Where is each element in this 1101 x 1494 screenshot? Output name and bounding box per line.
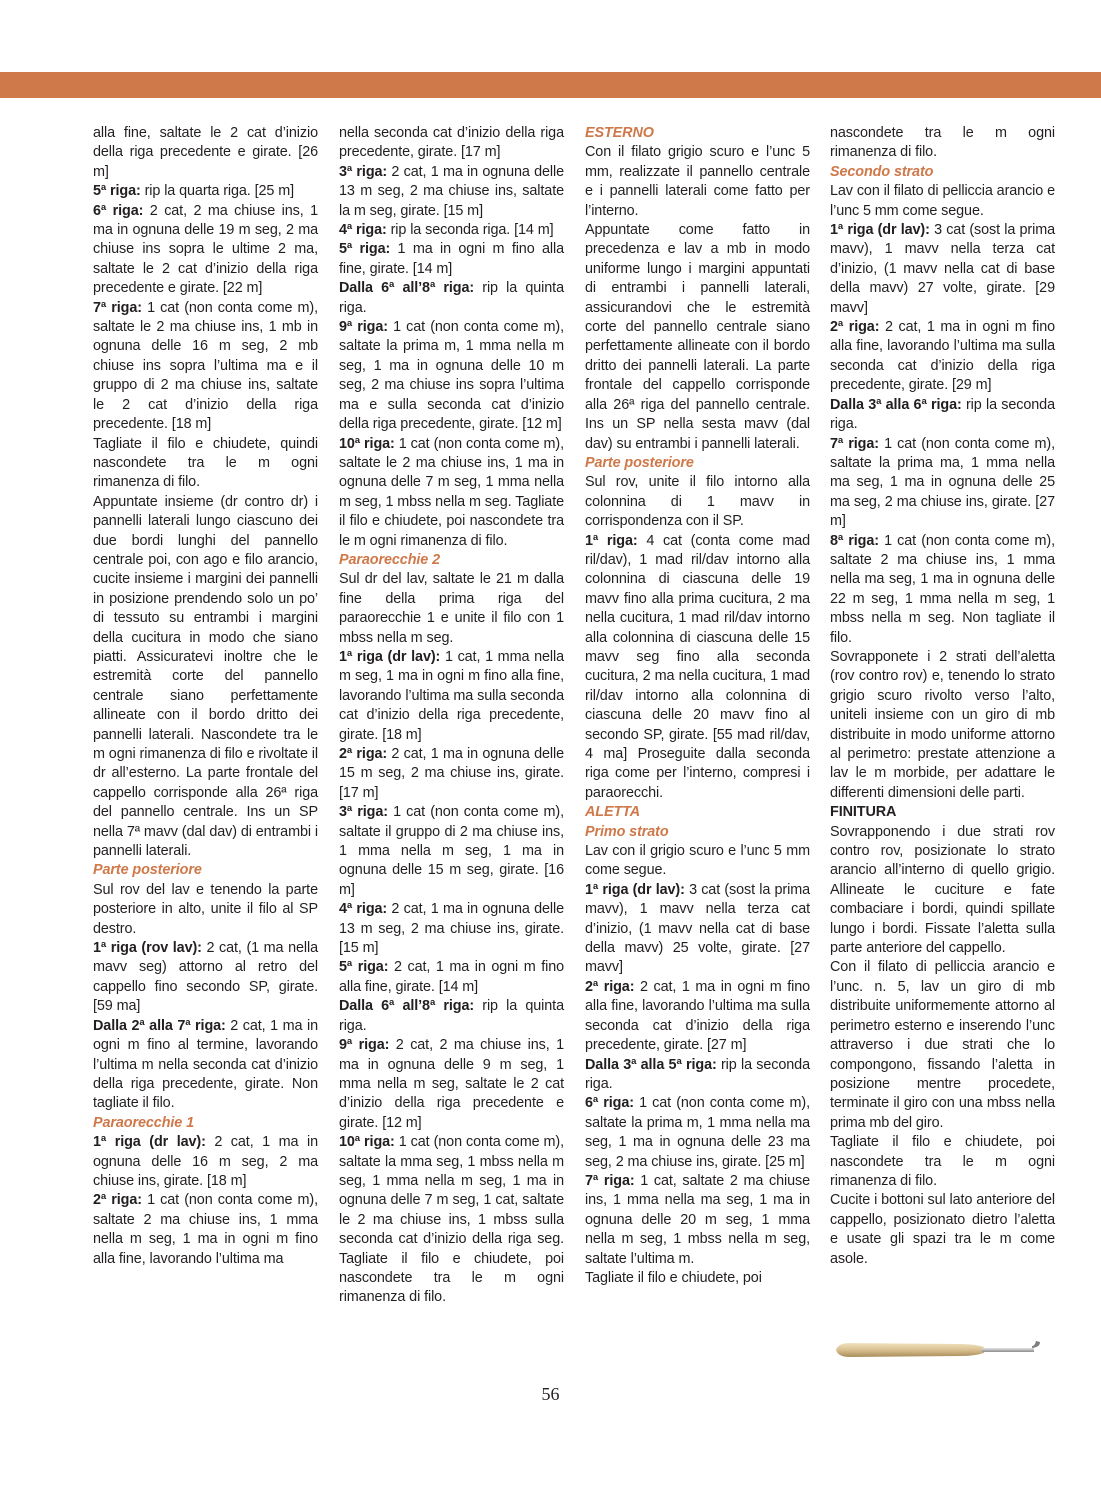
row-label: 9ª riga: [339,1037,390,1054]
paragraph [93,1191,318,1269]
paragraph-text: 1 cat, saltate 2 ma chiuse ins, 1 mma nella ma seg, 1 ma in ognuna delle 20 m seg, 1 mma nella m seg, 1 mbss nella m seg, saltate l’ultima m. [585,1172,810,1267]
paragraph [339,997,564,1036]
section-heading: FINITURA [830,804,897,821]
paragraph [585,978,810,1056]
paragraph-text: 2 cat, 1 ma in ogni m fino alla fine, lavorando l’ultima ma sulla seconda cat d’inizio della riga precedente, girate. [27 m] [585,978,810,1054]
paragraph: Appuntate come fatto in precedenza e lav a mb in modo uniforme lungo i margini appuntati di entrambi i pannelli laterali, assicurandovi che le estremità corte del pannello centrale siano perfettamente allineate con il bordo dritto dei pannelli laterali. La parte frontale del cappello corrisponde alla 26ª riga del pannello centrale. Ins un SP nella sesta mavv (dal dav) su entrambi i pannelli laterali. [585,222,810,452]
paragraph-text: 2 cat, 1 ma in ognuna delle 13 m seg, 2 ma chiuse ins, girate. [15 m] [339,901,564,957]
paragraph [585,1056,810,1095]
row-label: 4ª riga: [339,901,388,918]
paragraph: nella seconda cat d’inizio della riga precedente, girate. [17 m] [339,125,564,161]
paragraph: alla fine, saltate le 2 cat d’inizio della riga precedente e girate. [26 m] [93,125,318,180]
row-label: 3ª riga: [339,804,388,821]
paragraph-text: 2 cat, 1 ma in ognuna delle 15 m seg, 2 ma chiuse ins, girate. [17 m] [339,746,564,801]
paragraph [339,240,564,279]
text-column-4 [830,124,1055,1269]
paragraph [93,182,318,201]
paragraph-text: 1 cat (non conta come m), saltate la prima ma, 1 mma nella ma seg, 1 ma in ognuna delle 25 ma seg, 2 ma chiuse ins, girate. [27 m] [830,435,1055,530]
paragraph-text: 1 ma in ogni m fino alla fine, girate. [14 m] [339,241,564,277]
section-heading: Paraorecchie 2 [339,551,440,568]
paragraph-text: 2 cat, 2 ma chiuse ins, 1 ma in ognuna delle 19 m seg, 2 ma chiuse ins sopra le ultime 2 ma, saltate le 2 cat d’inizio della riga precedente e girate. [22 m] [93,202,319,297]
paragraph [93,1133,318,1191]
paragraph-text: 3 cat (sost la prima mavv), 1 mavv nella terza cat d’inizio, (1 mavv nella cat di base della mavv) 27 volte, girate. [29 mavv] [830,222,1055,316]
section-heading: ALETTA [585,804,641,821]
paragraph [830,221,1055,318]
paragraph-text: 2 cat, (1 ma nella mavv seg) attorno al retro del cappello fino secondo SP, girate. [59 ma] [93,940,318,1015]
crochet-hook-image [834,1334,1044,1364]
row-label: Dalla 6ª all’8ª riga: [339,998,475,1015]
paragraph-text: rip la quarta riga. [25 m] [140,183,294,200]
row-label: 5ª riga: [93,183,141,200]
paragraph: Tagliate il filo e chiudete, poi [585,1269,762,1286]
row-label: 10ª riga: [339,435,395,452]
row-label: Dalla 2ª alla 7ª riga: [93,1017,226,1034]
row-label: 7ª riga: [830,435,879,452]
text-column-1 [93,124,318,1269]
paragraph [339,900,564,958]
paragraph-text: 2 cat, 1 ma in ognuna delle 13 m seg, 2 ma chiuse ins, saltate la m seg, girate. [15 m] [339,163,564,219]
section-heading: ESTERNO [585,125,654,141]
row-label: 1ª riga: [585,532,638,549]
paragraph [830,318,1055,396]
row-label: 2ª riga: [339,746,388,762]
paragraph [830,532,1055,648]
paragraph: Cucite i bottoni sul lato anteriore del cappello, posizionato dietro l’aletta e usate gli spazi tra le m come asole. [830,1192,1055,1267]
section-heading: Parte posteriore [93,862,202,879]
row-label: 3ª riga: [339,163,388,180]
paragraph: Con il filato di pelliccia arancio e l’unc. n. 5, lav un giro di mb distribuite uniformemente attorno al perimetro esterno e inserendo l’unc attraverso i due strati che lo compongono, fissando l’aletta in posizione mentre procedete, terminate il giro con una mbss nella prima mb del giro. [830,959,1055,1131]
row-label: 1ª riga (dr lav): [93,1134,206,1151]
paragraph: Sul dr del lav, saltate le 21 m dalla fine della prima riga del paraorecchie 1 e unite il filo con 1 mbss nella m seg. [339,571,564,646]
paragraph-text: 1 cat (non conta come m), saltate il gruppo di 2 ma chiuse ins, 1 mma nella m seg, 1 ma in ognuna delle 15 m seg, girate. [16 m] [339,804,564,898]
paragraph [339,279,564,318]
paragraph [339,435,564,551]
paragraph [585,881,810,978]
row-label: 8ª riga: [830,532,879,549]
row-label: 10ª riga: [339,1134,395,1151]
paragraph [93,939,318,1017]
paragraph: Sul rov, unite il filo intorno alla colonnina di 1 mavv in corrispondenza con il SP. [585,474,810,530]
paragraph [339,318,564,434]
row-label: Dalla 6ª all’8ª riga: [339,280,475,297]
row-label: 6ª riga: [93,202,144,219]
paragraph: Sovrapponete i 2 strati dell’aletta (rov contro rov) e, tenendo lo strato grigio scuro rivolto verso l’alto, uniteli insieme con un giro di mb distribuite in modo uniforme attorno al perimetro: prestate attenzione a lav le m morbide, per adattare le differenti dimensioni delle parti. [830,648,1055,801]
section-heading: Paraorecchie 1 [93,1114,194,1131]
row-label: 1ª riga (dr lav): [830,222,930,239]
paragraph-text: 2 cat, 1 ma in ognuna delle 16 m seg, 2 ma chiuse ins, girate. [18 m] [93,1134,318,1189]
row-label: 9ª riga: [339,319,388,336]
row-label: 7ª riga: [93,299,142,316]
paragraph [830,435,1055,532]
paragraph: Tagliate il filo e chiudete, quindi nascondete tra le m ogni rimanenza di filo. [93,435,318,491]
paragraph-text: 1 cat (non conta come m), saltate 2 ma chiuse ins, 1 mma nella ma seg, 1 ma in ognuna delle 22 m seg, 1 mma nella m seg, 1 mbss nella m seg. Non tagliate il filo. [830,532,1055,646]
paragraph-text: 1 cat (non conta come m), saltate la prima m, 1 mma nella m seg, 1 ma in ognuna delle 10 m seg, 2 ma chiuse ins sopra l’ultima ma e sulla seconda cat d’inizio della riga precedente, girate. [12 m] [339,319,564,433]
paragraph: Tagliate il filo e chiudete, poi nascondete tra le m ogni rimanenza di filo. [830,1134,1055,1189]
paragraph-text: 2 cat, 1 ma in ogni m fino alla fine, lavorando l’ultima ma sulla seconda cat d’inizio della riga precedente, girate. [29 m] [830,319,1055,394]
paragraph [339,221,564,240]
paragraph [93,299,318,435]
section-heading: Parte posteriore [585,454,694,471]
row-label: 1ª riga (dr lav): [585,881,685,898]
paragraph [339,163,564,221]
paragraph [339,958,564,997]
paragraph [339,745,564,803]
section-heading: Primo strato [585,823,669,840]
row-label: 1ª riga (rov lav): [93,940,202,957]
paragraph-text: 1 cat (non conta come m), saltate la prima m, 1 mma nella ma seg, 1 ma in ognuna delle 23 ma seg, 2 ma chiuse ins, girate. [25 m] [585,1095,810,1170]
row-label: 2ª riga: [93,1192,142,1209]
paragraph: Lav con il filato di pelliccia arancio e l’unc 5 mm come segue. [830,183,1055,219]
paragraph-text: 2 cat, 1 ma in ogni m fino alla fine, girate. [14 m] [339,959,564,995]
row-label: 1ª riga (dr lav): [339,648,441,665]
row-label: 7ª riga: [585,1172,635,1189]
text-column-2 [339,124,564,1308]
paragraph-text: rip la quinta riga. [339,280,564,316]
row-label: 5ª riga: [339,241,391,258]
paragraph: Con il filato grigio scuro e l’unc 5 mm, realizzate il pannello centrale e i pannelli laterali come fatto per l’interno. [585,144,810,219]
paragraph [93,1017,318,1114]
paragraph-text: 2 cat, 2 ma chiuse ins, 1 ma in ognuna delle 9 m seg, 1 mma nella m seg, saltate le 2 cat d’inizio della riga precedente e girate. [12 m] [339,1037,565,1131]
paragraph-text: 4 cat (conta come mad ril/dav), 1 mad ril/dav intorno alla colonnina di ciascuna delle 19 mavv fino alla prima cucitura, 2 ma nella cucitura, 1 mad ril/dav intorno alla colonnina di ciascuna delle 15 mavv seg fino alla seconda cucitura, 2 ma nella cucitura, 1 mad ril/dav intorno alla colonnina di ciascuna delle 20 mavv fino al secondo SP, girate. [55 mad ril/dav, 4 ma] Proseguite dalla seconda riga come per l’interno, compresi i paraorecchi. [585,532,811,801]
paragraph: nascondete tra le m ogni rimanenza di filo. [830,125,1055,161]
row-label: 2ª riga: [585,978,635,995]
paragraph [830,396,1055,435]
paragraph [339,1133,564,1308]
paragraph [339,803,564,900]
paragraph-text: rip la seconda riga. [585,1056,810,1092]
paragraph-text: 1 cat, 1 mma nella m seg, 1 ma in ogni m fino alla fine, lavorando l’ultima ma sulla seconda cat d’inizio della riga precedente, girate. [18 m] [339,648,564,743]
row-label: 5ª riga: [339,959,389,976]
row-label: Dalla 3ª alla 5ª riga: [585,1056,717,1073]
paragraph [93,202,318,299]
paragraph [585,532,810,804]
paragraph-text: 3 cat (sost la prima mavv), 1 mavv nella terza cat d’inizio, (1 mavv nella cat di base della mavv) 25 volte, girate. [27 mavv] [585,881,810,976]
paragraph: Appuntate insieme (dr contro dr) i pannelli laterali lungo ciascuno dei due bordi lunghi del pannello centrale poi, con ago e filo arancio, cucite insieme i margini dei pannelli in posizione prendendo solo un po’ di tessuto su entrambi i margini della cucitura in modo che siano piatti. Assicuratevi inoltre che le estremità corte del pannello centrale siano perfettamente allineate con il bordo dritto dei pannelli laterali. Nascondete tra le m ogni rimanenza di filo e rivoltate il dr all’esterno. La parte frontale del cappello corrisponde alla 26ª riga del pannello centrale. Ins un SP nella 7ª mavv (dal dav) di entrambi i pannelli laterali. [93,493,318,860]
row-label: 4ª riga: [339,222,387,239]
row-label: 2ª riga: [830,319,880,336]
paragraph [585,1094,810,1172]
row-label: 6ª riga: [585,1095,634,1112]
paragraph-text: 1 cat (non conta come m), saltate le 2 ma chiuse ins, 1 mb in ognuna delle 16 m seg, 2 mb chiuse ins sopra l’ultima ma e il gruppo di 2 ma chiuse ins, saltate le 2 cat d’inizio della riga precedente. [18 m] [93,299,318,433]
paragraph-text: rip la quinta riga. [339,998,564,1034]
paragraph-text: rip la seconda riga. [830,396,1055,433]
section-heading: Secondo strato [830,163,934,180]
paragraph: Lav con il grigio scuro e l’unc 5 mm come segue. [585,843,810,879]
paragraph [339,1036,564,1133]
paragraph-text: 1 cat (non conta come m), saltate 2 ma chiuse ins, 1 mma nella m seg, 1 ma in ogni m fino alla fine, lavorando l’ultima ma [93,1192,318,1267]
paragraph-text: rip la seconda riga. [14 m] [386,222,554,239]
paragraph: Sovrapponendo i due strati rov contro rov, posizionate lo strato arancio all’interno di quello grigio. Allineate le cuciture e fate combaciare i bordi, quindi spillate lungo i bordi. Fissate l’aletta sulla parte anteriore del cappello. [830,823,1055,957]
paragraph-text: 1 cat (non conta come m), saltate la mma seg, 1 mbss nella m seg, 1 mma nella m seg, 1 ma in ognuna delle 7 m seg, 1 cat, saltate le 2 ma chiuse ins, 1 mbss sulla seconda cat d’inizio della riga seg. Tagliate il filo e chiudete, poi nascondete tra le m ogni rimanenza di filo. [339,1134,564,1306]
paragraph-text: 1 cat (non conta come m), saltate le 2 ma chiuse ins, 1 ma in ognuna delle 7 m seg, 1 mma nella m seg, 1 mbss nella m seg. Tagliate il filo e chiudete, poi nascondete tra le m ogni rimanenza di filo. [339,435,564,549]
row-label: Dalla 3ª alla 6ª riga: [830,396,962,413]
paragraph [339,648,564,745]
header-color-band [0,72,1101,98]
text-column-3 [585,124,810,1288]
page-number: 56 [541,1384,560,1404]
paragraph-text: 2 cat, 1 ma in ogni m fino al termine, lavorando l’ultima m nella seconda cat d’inizio della riga precedente, girate. Non tagliate il filo. [93,1017,318,1112]
paragraph [585,1172,810,1269]
paragraph: Sul rov del lav e tenendo la parte posteriore in alto, unite il filo al SP destro. [93,881,318,937]
